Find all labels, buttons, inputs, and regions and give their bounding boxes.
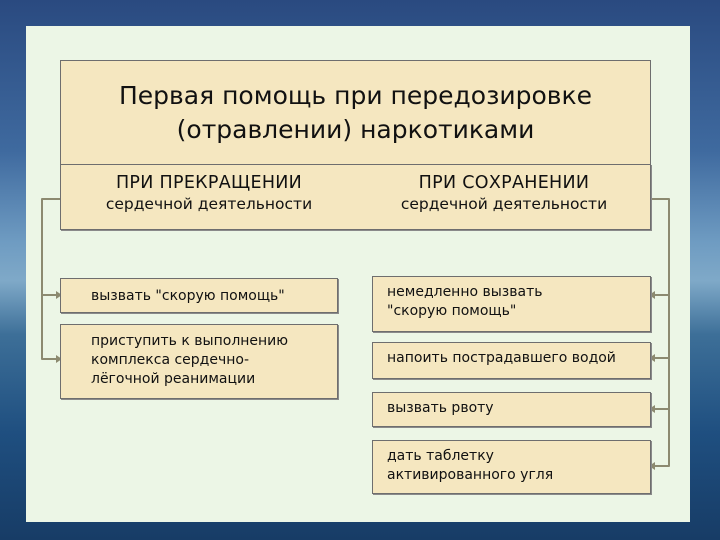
action-text: приступить к выполнению <box>91 333 289 349</box>
action-text: дать таблетку <box>387 448 494 464</box>
right-action-activated-charcoal <box>372 440 651 494</box>
left-action-call-ambulance <box>60 278 338 313</box>
action-text: активированного угля <box>387 466 554 483</box>
action-text: комплекса сердечно- <box>91 351 250 368</box>
right-action-give-water <box>372 342 651 379</box>
title-line-1: Первая помощь при передозировке <box>119 81 592 111</box>
right-column-title: ПРИ СОХРАНЕНИИ <box>418 173 590 193</box>
column-headers <box>60 164 651 230</box>
title-box <box>60 60 651 165</box>
right-column-header <box>373 173 635 214</box>
left-column-title: ПРИ ПРЕКРАЩЕНИИ <box>115 173 303 193</box>
left-connector <box>42 199 60 295</box>
left-action-cpr <box>60 324 338 399</box>
action-text: напоить пострадавшего водой <box>387 350 616 366</box>
action-text: немедленно вызвать <box>387 284 543 300</box>
right-action-call-ambulance <box>372 276 651 332</box>
left-column-subtitle: сердечной деятельности <box>105 194 313 213</box>
action-text: вызвать "скорую помощь" <box>91 288 285 304</box>
action-text: лёгочной реанимации <box>91 370 256 387</box>
action-text: "скорую помощь" <box>387 302 517 319</box>
left-column-header <box>79 173 339 214</box>
left-connector-branch <box>42 295 56 359</box>
action-text: вызвать рвоту <box>387 400 494 416</box>
right-connector <box>651 199 669 466</box>
right-column-subtitle: сердечной деятельности <box>400 194 608 213</box>
right-action-induce-vomiting <box>372 392 651 427</box>
title-line-2: (отравлении) наркотиками <box>176 115 535 144</box>
